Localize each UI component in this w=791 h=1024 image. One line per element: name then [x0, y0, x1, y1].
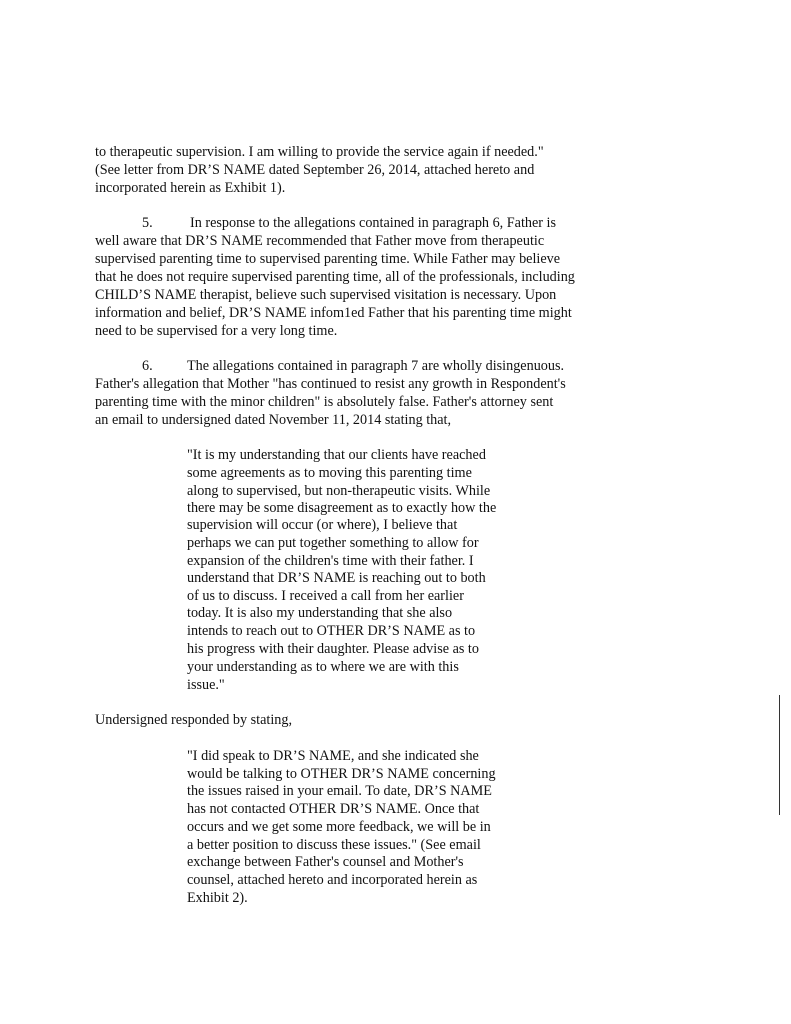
quote-line: has not contacted OTHER DR’S NAME. Once that	[187, 801, 480, 817]
text-line: parenting time with the minor children" is absolutely false. Father's attorney sent	[95, 394, 554, 410]
text-line: that he does not require supervised parenting time, all of the professionals, including	[95, 269, 575, 285]
text-line: Father's allegation that Mother "has continued to resist any growth in Respondent's	[95, 376, 566, 392]
quote-line: the issues raised in your email. To date, DR’S NAME	[187, 783, 492, 799]
quote-line: along to supervised, but non-therapeutic visits. While	[187, 483, 491, 499]
quote-line: "I did speak to DR’S NAME, and she indicated she	[187, 748, 479, 764]
margin-change-bar	[779, 695, 780, 815]
text-line: CHILD’S NAME therapist, believe such supervised visitation is necessary. Upon	[95, 287, 557, 303]
text-line: supervised parenting time to supervised parenting time. While Father may believe	[95, 251, 561, 267]
quote-line: of us to discuss. I received a call from her earlier	[187, 588, 464, 604]
text-line: (See letter from DR’S NAME dated September 26, 2014, attached hereto and	[95, 162, 535, 178]
quote-line: would be talking to OTHER DR’S NAME concerning	[187, 766, 496, 782]
quote-line: occurs and we get some more feedback, we will be in	[187, 819, 491, 835]
text-line: The allegations contained in paragraph 7 are wholly disingenuous.	[187, 358, 565, 374]
quote-line: exchange between Father's counsel and Mother's	[187, 854, 464, 870]
quote-line: "It is my understanding that our clients have reached	[187, 447, 486, 463]
quote-line: today. It is also my understanding that she also	[187, 605, 453, 621]
text-line: to therapeutic supervision. I am willing to provide the service again if needed."	[95, 144, 544, 160]
quote-line: some agreements as to moving this parenting time	[187, 465, 472, 481]
paragraph-number: 6.	[142, 358, 153, 374]
quote-line: supervision will occur (or where), I believe that	[187, 517, 458, 533]
quote-line: your understanding as to where we are with this	[187, 659, 459, 675]
text-line: an email to undersigned dated November 11, 2014 stating that,	[95, 412, 452, 428]
paragraph-number: 5.	[142, 215, 153, 231]
text-line: Undersigned responded by stating,	[95, 712, 293, 728]
quote-line: counsel, attached hereto and incorporated herein as	[187, 872, 478, 888]
quote-line: perhaps we can put together something to allow for	[187, 535, 479, 551]
quote-line: Exhibit 2).	[187, 890, 248, 906]
text-line: need to be supervised for a very long time.	[95, 323, 338, 339]
quote-line: a better position to discuss these issues." (See email	[187, 837, 481, 853]
text-line: In response to the allegations contained in paragraph 6, Father is	[190, 215, 557, 231]
text-line: information and belief, DR’S NAME infom1ed Father that his parenting time might	[95, 305, 572, 321]
text-line: well aware that DR’S NAME recommended that Father move from therapeutic	[95, 233, 545, 249]
quote-line: expansion of the children's time with their father. I	[187, 553, 474, 569]
text-line: incorporated herein as Exhibit 1).	[95, 180, 286, 196]
quote-line: there may be some disagreement as to exactly how the	[187, 500, 497, 516]
quote-line: issue."	[187, 677, 225, 693]
quote-line: intends to reach out to OTHER DR’S NAME as to	[187, 623, 476, 639]
quote-line: understand that DR’S NAME is reaching out to both	[187, 570, 486, 586]
quote-line: his progress with their daughter. Please advise as to	[187, 641, 479, 657]
